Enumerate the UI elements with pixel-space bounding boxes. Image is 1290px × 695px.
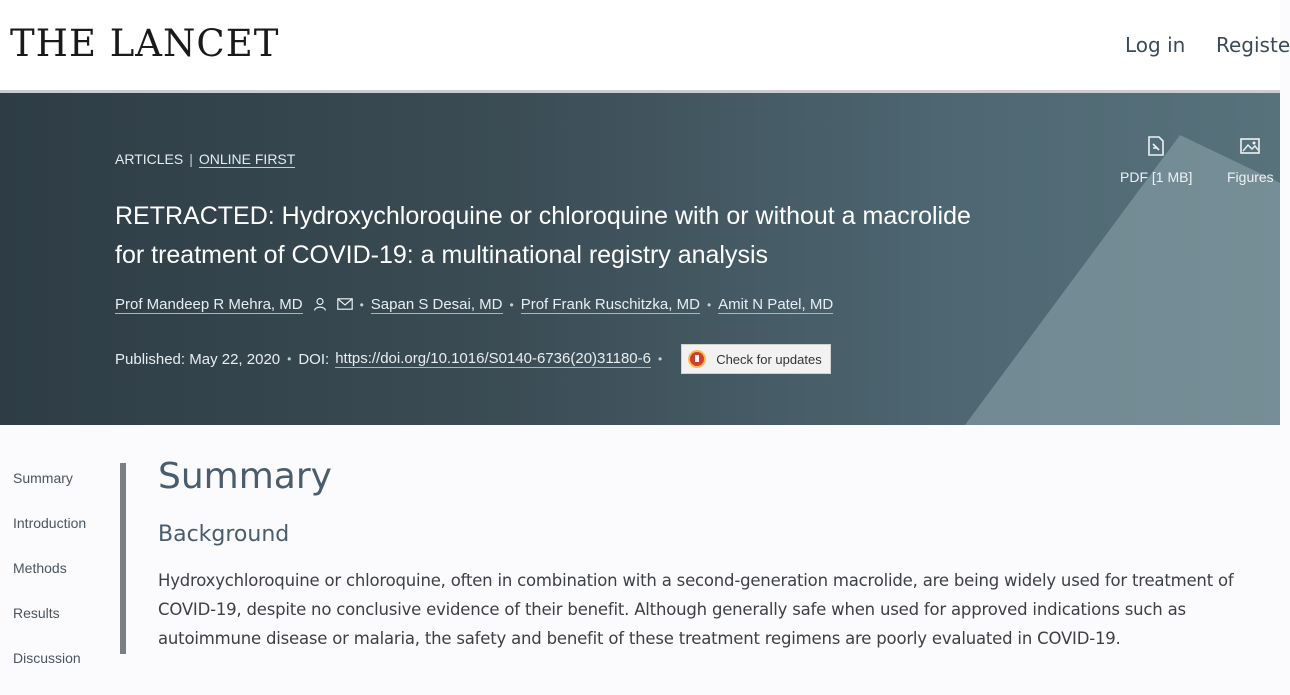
background-heading: Background xyxy=(158,522,290,547)
author-link[interactable]: Prof Frank Ruschitzka, MD xyxy=(520,296,700,313)
nav-item-introduction[interactable]: Introduction xyxy=(13,515,87,531)
site-header xyxy=(0,0,1290,93)
article-banner xyxy=(0,93,1280,425)
image-icon xyxy=(1239,135,1261,157)
author-list xyxy=(115,296,833,314)
published-date: May 22, 2020 xyxy=(189,350,281,368)
pdf-icon xyxy=(1145,135,1167,157)
author-link[interactable]: Prof Mandeep R Mehra, MD xyxy=(115,296,303,313)
crossmark-icon xyxy=(688,350,706,368)
doi-link[interactable]: https://doi.org/10.1016/S0140-6736(20)31180-6 xyxy=(335,350,651,367)
author-separator: • xyxy=(359,298,364,312)
publication-info xyxy=(115,344,831,374)
person-icon[interactable] xyxy=(313,297,327,314)
published-label: Published: xyxy=(115,350,186,368)
check-for-updates-button[interactable] xyxy=(681,344,831,374)
background-paragraph: Hydroxychloroquine or chloroquine, often in combination with a second-generation macrolide, are being widely used for treatment of COVID-19, despite no conclusive evidence of their benefit. Although generally safe when used for approved indications such as autoimmune disease or malaria, the safety and benefit of these treatment regimens are poorly evaluated in COVID-19. xyxy=(158,571,1234,648)
author-separator: • xyxy=(509,298,514,312)
author-separator: • xyxy=(706,298,712,312)
crumb-articles[interactable]: ARTICLES xyxy=(115,151,184,167)
register-link[interactable]: Registe xyxy=(1216,33,1290,57)
info-separator: • xyxy=(287,352,292,366)
crumb-online-first[interactable]: ONLINE FIRST xyxy=(198,151,296,167)
nav-item-results[interactable]: Results xyxy=(13,605,60,621)
article-title: RETRACTED: Hydroxychloroquine or chloroquine with or without a macrolide for treatment of COVID-19: a multinational registry analysis xyxy=(115,202,971,269)
crumb-separator: | xyxy=(189,151,193,167)
pdf-label: PDF [1 MB] xyxy=(1120,169,1193,185)
figures-button[interactable] xyxy=(1227,135,1274,185)
doi-label: DOI: xyxy=(298,350,330,368)
nav-item-summary[interactable]: Summary xyxy=(13,470,73,486)
section-nav xyxy=(13,470,86,695)
figures-label: Figures xyxy=(1227,169,1274,185)
section-indicator-bar xyxy=(120,463,126,654)
breadcrumb xyxy=(115,151,295,167)
nav-item-methods[interactable]: Methods xyxy=(13,560,67,576)
email-icon[interactable] xyxy=(337,297,353,313)
nav-item-discussion[interactable]: Discussion xyxy=(13,650,81,666)
summary-heading: Summary xyxy=(158,456,332,497)
author-link[interactable]: Sapan S Desai, MD xyxy=(370,296,503,313)
check-updates-label: Check for updates xyxy=(716,351,822,367)
info-separator: • xyxy=(657,352,663,366)
lancet-logo[interactable]: THE LANCET xyxy=(10,22,280,65)
pdf-download-button[interactable] xyxy=(1120,135,1192,185)
author-link[interactable]: Amit N Patel, MD xyxy=(718,296,834,313)
login-link[interactable]: Log in xyxy=(1125,33,1186,57)
